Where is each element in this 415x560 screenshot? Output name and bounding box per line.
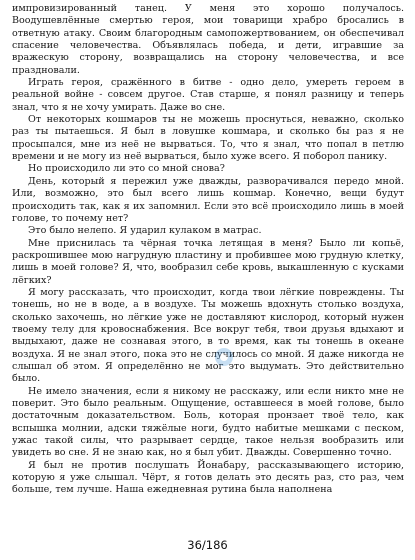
paragraph: Не имело значения, если я никому не расскажу, или если никто мне не поверит. Это было реальным. Ощущение, оставшееся в моей голове, было достаточным доказательством. Боль, которая пронзает твоё тело, как вспышка молнии, адски тяжёлые ноги, будто набитые мешками с песком, ужас такой силы, что разрывает сердце, такое нельзя вообразить или увидеть во сне. Я не знаю как, но я был убит. Дважды. Совершенно точно. [12, 385, 404, 459]
paragraph: Играть героя, сражённого в битве - одно дело, умереть героем в реальной войне - совсем другое. Став старше, я понял разницу и теперь знал, что я не хочу умирать. Даже во сне. [12, 77, 404, 113]
paragraph: Мне приснилась та чёрная точка летящая в меня? Было ли копьё, раскрошившее мою нагрудную пластину и пробившее мою грудную клетку, лишь в моей голове? Я, что, вообразил себе кровь, выкашленную с кусками лёгких? [12, 237, 404, 286]
paragraph: Я могу рассказать, что происходит, когда твои лёгкие повреждены. Ты тонешь, но не в воде, а в воздухе. Ты можешь вдохнуть столько воздуха, сколько захочешь, но лёгкие уже не доставляют кислород, который нужен твоему телу для кровоснабжения. Все вокруг тебя, твои друзья вдыхают и выдыхают, даже не сознавая этого, в то время, как ты тонешь в океане воздуха. Я не знал этого, пока это не случилось со мной. Я даже никогда не слышал об этом. Я определённо не мог это выдумать. Это действительно было. [12, 286, 404, 385]
paragraph: День, который я пережил уже дважды, разворачивался передо мной. Или, возможно, это был всего лишь кошмар. Конечно, вещи будут происходить так, как я их запомнил. Если это всё происходило лишь в моей голове, то почему нет? [12, 175, 404, 224]
book-text [12, 3, 404, 497]
watermark-logo-icon [213, 346, 235, 368]
paragraph: Но происходило ли это со мной снова? [28, 163, 225, 175]
paragraph: импровизированный танец. У меня это хорошо получалось. Воодушевлённые смертью героя, мои товарищи храбро бросались в ответную атаку. Своим благородным самопожертвованием, он обеспечивал спасение человечества. Объявлялась победа, и дети, игравшие за вражескую сторону, возвращались на сторону человечества, и все праздновали. [12, 3, 404, 76]
page-indicator[interactable]: 36/186 [187, 538, 228, 552]
paragraph: Это было нелепо. Я ударил кулаком в матрас. [28, 225, 262, 237]
paragraph: Я был не против послушать Йонабару, рассказывающего историю, которую я уже слышал. Чёрт, я готов делать это десять раз, сто раз, чем больше, тем лучше. Наша ежедневная рутина была наполнена [12, 459, 404, 496]
paragraph: От некоторых кошмаров ты не можешь проснуться, неважно, сколько раз ты пытаешься. Я был в ловушке кошмара, и сколько бы раз я не просыпался, мне из неё не вырваться. То, что я знал, что попал в петлю времени и не могу из неё вырваться, было хуже всего. Я поборол панику. [12, 114, 404, 163]
